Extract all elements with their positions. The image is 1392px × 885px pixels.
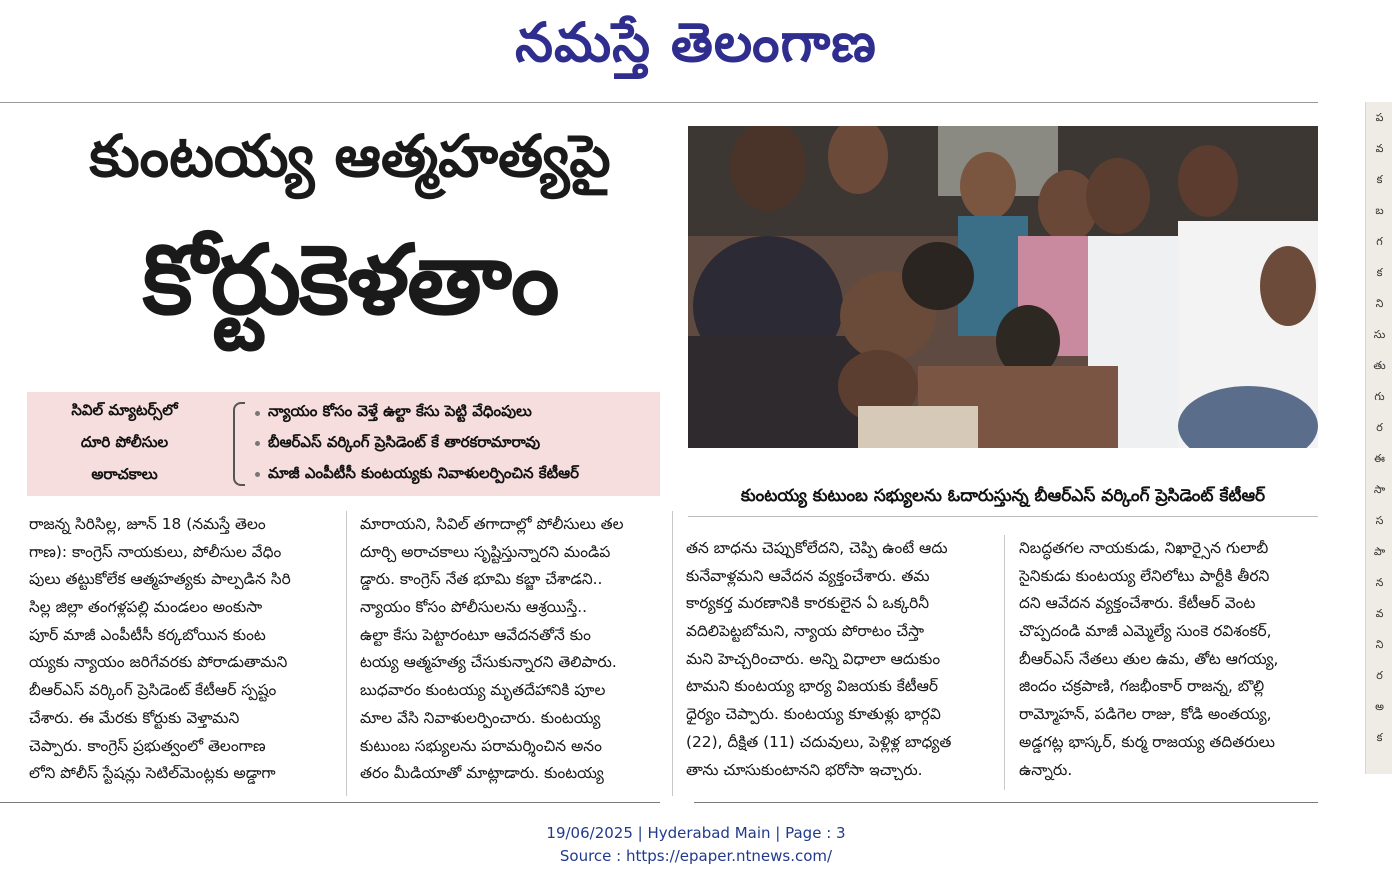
strip-glyph: అ	[1375, 700, 1384, 713]
article-column-4	[1019, 535, 1309, 784]
article-line: (22), దీక్షిత (11) చదువులు, పెళ్లిళ్ల బాధ్యత	[686, 732, 952, 751]
article-line: కార్యకర్త మరణానికి కారకులైన ఏ ఒక్కరినీ	[686, 594, 930, 613]
summary-bullet	[255, 433, 655, 455]
article-line: కునేవాళ్లమని ఆవేదన వ్యక్తంచేశారు. తమ	[686, 566, 930, 585]
caption-divider	[688, 516, 1318, 517]
summary-kicker	[27, 392, 222, 496]
article-line: య్యకు న్యాయం జరిగేవరకు పోరాడుతామని	[29, 653, 288, 672]
article-line: జిందం చక్రపాణి, గజభీంకార్ రాజన్న, బొల్లి	[1019, 677, 1265, 696]
summary-kicker-line: అరాచకాలు	[91, 465, 158, 483]
article-line: చొప్పదండి మాజీ ఎమ్మెల్యే సుంకె రవిశంకర్,	[1019, 622, 1272, 641]
strip-glyph: ప	[1375, 111, 1384, 124]
strip-glyph: సా	[1373, 483, 1386, 496]
summary-bracket	[233, 402, 245, 486]
footer-date-edition: 19/06/2025 | Hyderabad Main | Page : 3	[546, 824, 846, 842]
headline-line-2: కోర్టుకెళతాం	[142, 224, 558, 336]
strip-glyph: ర	[1376, 669, 1383, 682]
summary-bullet	[255, 464, 655, 486]
summary-kicker-line: దూరి పోలీసుల	[80, 433, 169, 451]
strip-glyph: క	[1376, 173, 1383, 186]
article-line: తన బాధను చెప్పుకోలేదని, చెప్పి ఉంటే ఆదు	[686, 539, 948, 557]
headline-line-1: కుంటయ్య ఆత్మహత్యపై	[89, 122, 611, 190]
newspaper-masthead: నమస్తే తెలంగాణ	[515, 11, 877, 74]
bottom-rule-right	[694, 802, 1318, 803]
article-line: వదిలిపెట్టబోమని, న్యాయ పోరాటం చేస్తా	[686, 622, 924, 641]
article-line: ఉన్నారు.	[1019, 760, 1073, 779]
article-line: దని ఆవేదన వ్యక్తంచేశారు. కేటీఆర్ వెంట	[1019, 594, 1256, 613]
article-column-1	[29, 511, 319, 788]
summary-bullet-text: న్యాయం కోసం వెళ్తే ఉల్టా కేసు పెట్టి వేధింపులు	[268, 402, 532, 421]
strip-glyph: వ	[1375, 607, 1384, 620]
article-line: ఉల్టా కేసు పెట్టారంటూ ఆవేదనతోనే కుం	[360, 625, 591, 644]
news-photo	[688, 126, 1318, 448]
strip-glyph: వ	[1375, 142, 1384, 155]
strip-glyph: పా	[1373, 545, 1386, 558]
strip-glyph: ని	[1375, 297, 1384, 310]
article-line: ధైర్యం చెప్పారు. కుంటయ్య కూతుళ్లు భార్గవి	[686, 705, 941, 724]
adjacent-article-strip	[1365, 102, 1392, 774]
strip-glyph: గు	[1374, 390, 1385, 403]
article-line: తరం మీడియాతో మాట్లాడారు. కుంటయ్య	[360, 764, 604, 783]
strip-glyph: బ	[1375, 204, 1384, 217]
strip-glyph: తు	[1373, 359, 1386, 372]
bullet-dot-icon	[255, 441, 260, 446]
article-line: బుధవారం కుంటయ్య మృతదేహానికి పూల	[360, 681, 606, 700]
photo-caption: కుంటయ్య కుటుంబ సభ్యులను ఓదారుస్తున్న బీఆర్ఎస్ వర్కింగ్ ప్రెసిడెంట్ కేటీఆర్	[740, 486, 1266, 506]
strip-glyph: గ	[1376, 235, 1383, 248]
article-line: మారాయని, సివిల్ తగాదాల్లో పోలీసులు తల	[360, 515, 624, 533]
strip-glyph: క	[1376, 731, 1383, 744]
column-divider	[672, 511, 673, 796]
summary-box	[27, 392, 660, 496]
strip-glyph: ఈ	[1374, 452, 1385, 465]
strip-glyph: ని	[1375, 638, 1384, 651]
bullet-dot-icon	[255, 411, 260, 416]
article-line: టామని కుంటయ్య భార్య విజయకు కేటీఆర్	[686, 677, 939, 696]
article-line: రాజన్న సిరిసిల్ల, జూన్ 18 (నమస్తే తెలం	[29, 515, 266, 533]
footer-source: Source : https://epaper.ntnews.com/	[559, 847, 833, 865]
article-line: బీఆర్ఎస్ వర్కింగ్ ప్రెసిడెంట్ కేటీఆర్ స్పష్టం	[29, 681, 277, 700]
article-line: చేశారు. ఈ మేరకు కోర్టుకు వెళ్తామని	[29, 708, 240, 727]
article-column-2	[360, 511, 650, 788]
summary-bullets	[255, 392, 655, 496]
strip-glyph: ర	[1376, 421, 1383, 434]
strip-glyph: సు	[1373, 328, 1386, 341]
article-line: సైనికుడు కుంటయ్య లేనిలోటు పార్టీకి తీరని	[1019, 566, 1270, 585]
summary-bullet	[255, 402, 655, 424]
article-line: కుటుంబ సభ్యులను పరామర్శించిన అనం	[360, 736, 602, 755]
summary-bullet-text: బీఆర్ఎస్ వర్కింగ్ ప్రెసిడెంట్ కే తారకరామారావు	[268, 432, 541, 451]
article-line: గాణ): కాంగ్రెస్ నాయకులు, పోలీసుల వేధిం	[29, 542, 282, 561]
summary-bullet-text: మాజీ ఎంపీటీసీ కుంటయ్యకు నివాళులర్పించిన కేటీఆర్	[268, 463, 580, 482]
article-line: పూర్ మాజీ ఎంపీటీసీ కర్కబోయిన కుంట	[29, 625, 266, 644]
article-line: మాల వేసి నివాళులర్పించారు. కుంటయ్య	[360, 708, 601, 727]
summary-kicker-line: సివిల్ మ్యాటర్స్‌లో	[71, 401, 178, 419]
article-line: న్యాయం కోసం పోలీసులను ఆశ్రయిస్తే..	[360, 598, 588, 617]
article-line: చెప్పారు. కాంగ్రెస్ ప్రభుత్వంలో తెలంగాణ	[29, 736, 266, 755]
article-line: తాను చూసుకుంటానని భరోసా ఇచ్చారు.	[686, 760, 923, 779]
article-line: పులు తట్టుకోలేక ఆత్మహత్యకు పాల్పడిన సిరి	[29, 570, 291, 589]
article-line: టయ్య ఆత్మహత్య చేసుకున్నారని తెలిపారు.	[360, 653, 617, 672]
article-line: నిబద్ధతగల నాయకుడు, నిఖార్సైన గులాబీ	[1019, 539, 1269, 557]
article-line: దూర్చి అరాచకాలు సృష్టిస్తున్నారని మండిప	[360, 542, 611, 561]
article-line: మని హెచ్చరించారు. అన్ని విధాలా ఆదుకుం	[686, 649, 941, 668]
article-column-3	[686, 535, 976, 784]
masthead-divider	[0, 102, 1318, 103]
strip-glyph: న	[1375, 576, 1384, 589]
article-line: అడ్డగట్ల భాస్కర్, కుర్మ రాజయ్య తదితరులు	[1019, 732, 1275, 751]
article-line: బీఆర్ఎస్ నేతలు తుల ఉమ, తోట ఆగయ్య,	[1019, 649, 1279, 668]
column-divider	[1004, 535, 1005, 790]
bottom-rule-left	[0, 802, 660, 803]
article-line: డ్డారు. కాంగ్రెస్ నేత భూమి కబ్జా చేశాడని..	[360, 570, 603, 589]
column-divider	[346, 511, 347, 796]
bullet-dot-icon	[255, 472, 260, 477]
strip-glyph: స	[1375, 514, 1384, 527]
article-line: సిల్ల జిల్లా తంగళ్లపల్లి మండలం అంకుసా	[29, 598, 263, 617]
news-photo-illustration	[688, 126, 1318, 448]
article-line: రామ్మోహన్, పడిగెల రాజు, కోడి అంతయ్య,	[1019, 705, 1272, 724]
strip-glyph: క	[1376, 266, 1383, 279]
article-line: లోని పోలీస్ స్టేషన్లు సెటిల్‌మెంట్లకు అడ్డాగా	[29, 764, 276, 783]
